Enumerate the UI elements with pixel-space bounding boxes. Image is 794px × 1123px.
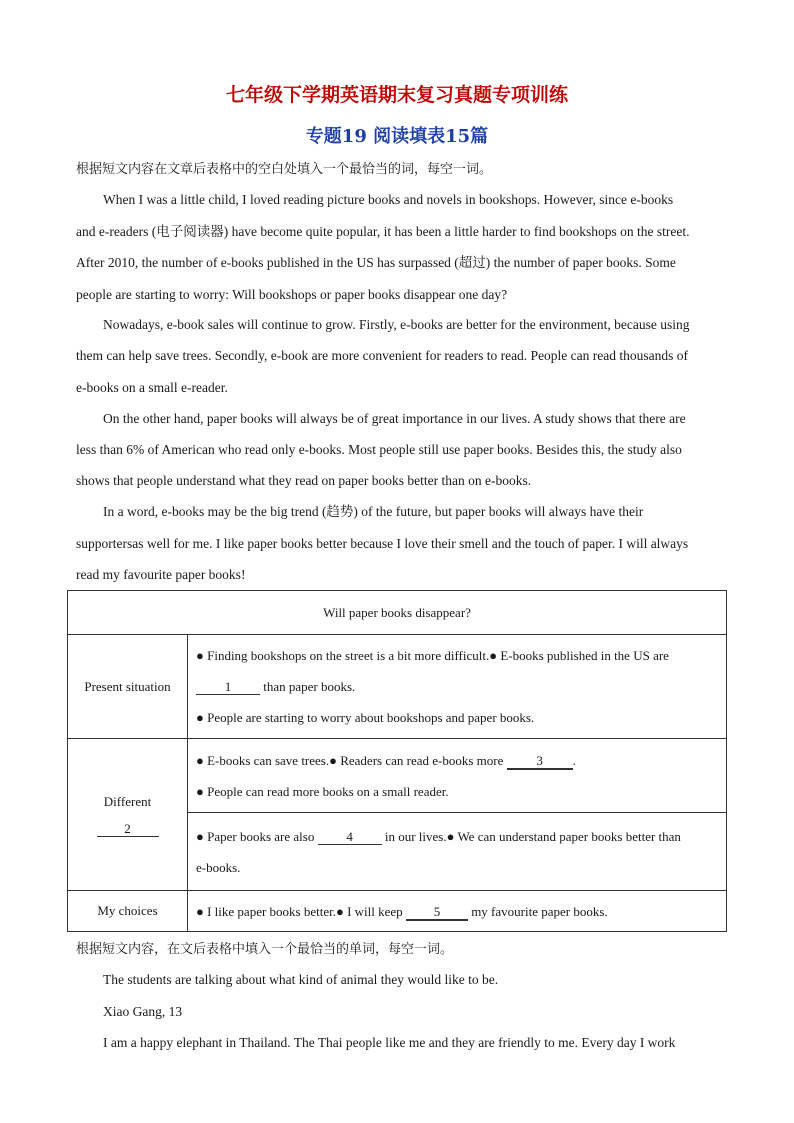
answer-blank-5[interactable]: 5 [406, 905, 468, 921]
passage1-line: When I was a little child, I loved reading picture books and novels in bookshops. However, since e-books [103, 192, 674, 207]
document-subtitle: 专题19 阅读填表15篇 [305, 126, 489, 147]
present-situation-label: Present situation [68, 635, 188, 739]
table-row [68, 635, 727, 739]
passage2-instruction: 根据短文内容，在文后表格中填入一个最恰当的单词，每空一词。 [76, 942, 454, 957]
present-line-2-text: than paper books. [260, 679, 356, 694]
my-choices-cell [188, 891, 727, 932]
passage1-line: less than 6% of American who read only e-books. Most people still use paper books. Besides this, the study also [76, 442, 682, 457]
different-label: Different [103, 793, 152, 809]
document-title: 七年级下学期英语期末复习真题专项训练 [225, 84, 568, 106]
paperbooks-cell [188, 813, 727, 891]
paperbooks-line-1 [196, 821, 718, 852]
present-situation-cell [188, 635, 727, 739]
passage1-line: read my favourite paper books! [76, 567, 246, 582]
answer-blank-4[interactable]: 4 [318, 830, 382, 845]
answer-blank-2[interactable]: 2 [97, 822, 159, 837]
passage2-intro: The students are talking about what kind of animal they would like to be. [103, 972, 499, 987]
present-line-1: ● Finding bookshops on the street is a bit more difficult.● E-books published in the US are [196, 648, 669, 663]
table-row [68, 891, 727, 932]
passage1-line: people are starting to worry: Will bookshops or paper books disappear one day? [76, 287, 508, 302]
ebooks-line-1-end: . [572, 752, 576, 768]
choices-line-tail: my favourite paper books. [467, 903, 608, 919]
paperbooks-line-1-text: ● Paper books are also [196, 828, 318, 844]
ebooks-line-1 [196, 745, 718, 776]
passage1-instruction: 根据短文内容在文章后表格中的空白处填入一个最恰当的词，每空一词。 [76, 162, 493, 177]
passage1-line: shows that people understand what they read on paper books better than on e-books. [76, 473, 532, 488]
passage1-line: On the other hand, paper books will always be of great importance in our lives. A study shows that there are [103, 411, 686, 426]
table-row [68, 739, 727, 813]
ebooks-cell [188, 739, 727, 813]
passage1-line: After 2010, the number of e-books published in the US has surpassed (超过) the number of paper books. Some [76, 255, 676, 270]
fill-in-table [67, 590, 727, 932]
different-label-cell [68, 739, 188, 891]
ebooks-line-2: ● People can read more books on a small reader. [196, 783, 449, 799]
table-row [68, 591, 727, 635]
paperbooks-line-2: e-books. [196, 859, 241, 875]
my-choices-label: My choices [68, 891, 188, 932]
passage1-line: e-books on a small e-reader. [76, 380, 228, 395]
passage1-line: and e-readers (电子阅读器) have become quite popular, it has been a little harder to find bookshops on the street. [76, 224, 690, 239]
passage1-line: In a word, e-books may be the big trend (趋势) of the future, but paper books will always have their [103, 504, 644, 519]
present-line-2 [196, 671, 718, 702]
answer-blank-1[interactable]: 1 [196, 680, 260, 695]
passage1-line: Nowadays, e-book sales will continue to grow. Firstly, e-books are better for the environment, because using [103, 317, 690, 332]
choices-line-text: ● I like paper books better.● I will keep [196, 903, 406, 919]
passage2-speaker: Xiao Gang, 13 [103, 1004, 183, 1019]
passage2-line: I am a happy elephant in Thailand. The Thai people like me and they are friendly to me. Every day I work [103, 1035, 676, 1050]
paperbooks-line-1-tail: in our lives.● We can understand paper books better than [381, 828, 681, 844]
table-title: Will paper books disappear? [68, 591, 727, 635]
passage1-line: them can help save trees. Secondly, e-book are more convenient for readers to read. People can read thousands of [76, 348, 689, 363]
choices-line [196, 896, 718, 927]
ebooks-line-1-text: ● E-books can save trees.● Readers can read e-books more [196, 752, 507, 768]
answer-blank-3[interactable]: 3 [507, 754, 573, 770]
present-line-3: ● People are starting to worry about bookshops and paper books. [196, 710, 535, 725]
passage1-line: supportersas well for me. I like paper books better because I love their smell and the touch of paper. I will always [76, 536, 689, 551]
